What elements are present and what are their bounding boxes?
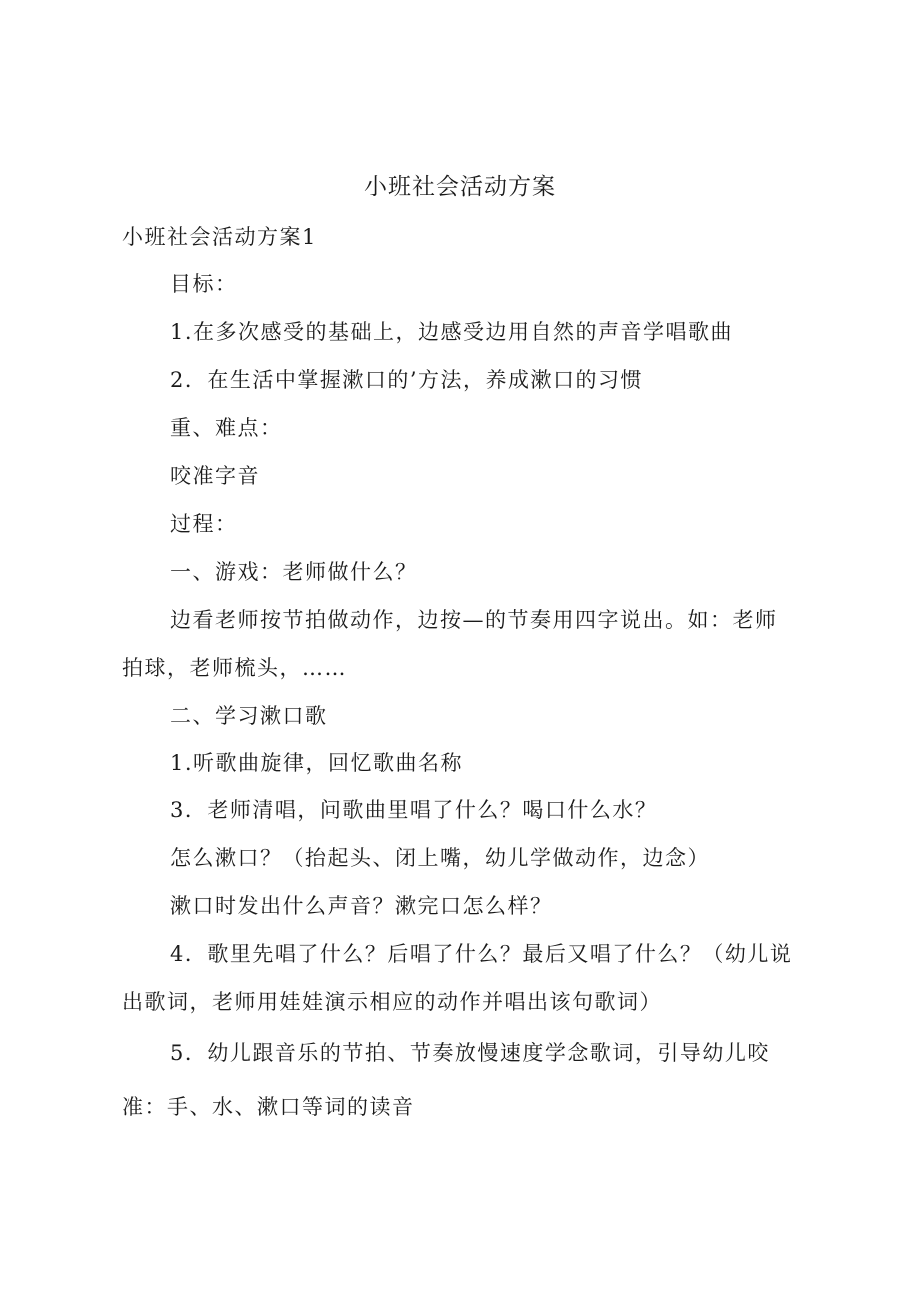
paragraph-line: 拍球，老师梳头，…… <box>122 656 347 680</box>
paragraph-line: 二、学习漱口歌 <box>170 704 328 728</box>
paragraph-line: 一、游戏：老师做什么？ <box>170 560 418 584</box>
paragraph-line: 边看老师按节拍做动作，边按—的节奏用四字说出。如：老师 <box>170 608 778 632</box>
paragraph-line: 目标： <box>170 272 238 296</box>
paragraph-line: 咬准字音 <box>170 464 260 488</box>
paragraph-line: 准：手、水、漱口等词的读音 <box>122 1095 415 1119</box>
paragraph-line: 1.在多次感受的基础上，边感受边用自然的声音学唱歌曲 <box>170 320 734 344</box>
paragraph-line: 漱口时发出什么声音？漱完口怎么样？ <box>170 894 553 918</box>
paragraph-line: 怎么漱口？（抬起头、闭上嘴，幼儿学做动作，边念） <box>170 846 710 870</box>
paragraph-line: 5．幼儿跟音乐的节拍、节奏放慢速度学念歌词，引导幼儿咬 <box>170 1041 770 1065</box>
document-title: 小班社会活动方案 <box>364 174 556 200</box>
paragraph-line: 3．老师清唱，问歌曲里唱了什么？喝口什么水？ <box>170 798 658 822</box>
section-heading: 小班社会活动方案1 <box>122 225 317 249</box>
paragraph-line: 2．在生活中掌握漱口的’方法，养成漱口的习惯 <box>170 368 644 392</box>
paragraph-line: 重、难点： <box>170 416 283 440</box>
paragraph-line: 出歌词，老师用娃娃演示相应的动作并唱出该句歌词） <box>122 990 662 1014</box>
paragraph-line: 过程： <box>170 512 238 536</box>
paragraph-line: 1.听歌曲旋律，回忆歌曲名称 <box>170 751 464 775</box>
paragraph-line: 4．歌里先唱了什么？后唱了什么？最后又唱了什么？（幼儿说 <box>170 942 793 966</box>
